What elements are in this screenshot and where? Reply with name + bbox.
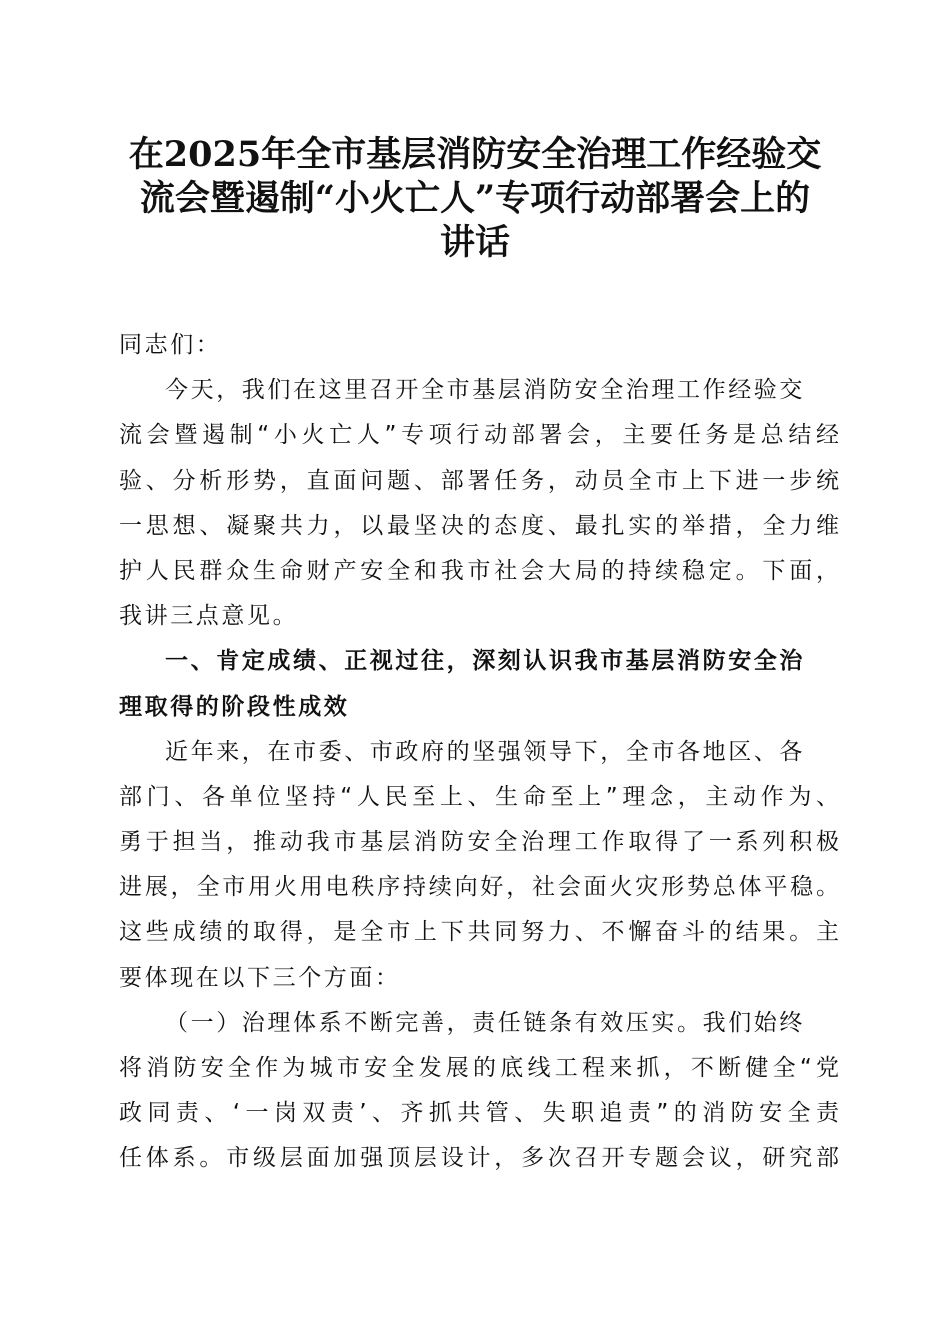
paragraph-subsection-1 (119, 1001, 839, 1182)
paragraph-line: 我讲三点意见。 (119, 603, 299, 630)
heading-line: 一、肯定成绩、正视过往，深刻认识我市基层消防安全治 (165, 648, 805, 675)
heading-line: 理取得的阶段性成效 (119, 693, 350, 720)
title-line: 流会暨遏制“小火亡人”专项行动部署会上的 (139, 178, 811, 219)
paragraph-line: 一思想、凝聚共力，以最坚决的态度、最扎实的举措，全力维 (119, 512, 839, 539)
paragraph-line: 将消防安全作为城市安全发展的底线工程来抓，不断健全“党 (119, 1055, 839, 1081)
paragraph-opening (119, 368, 839, 639)
section-heading-1 (119, 639, 839, 729)
paragraph-line: 任体系。市级层面加强顶层设计，多次召开专题会议，研究部 (119, 1145, 839, 1172)
title-line: 在2025年全市基层消防安全治理工作经验交 (128, 134, 822, 175)
paragraph-line: 要体现在以下三个方面： (119, 964, 401, 991)
paragraph-line: 部门、各单位坚持“人民至上、生命至上”理念，主动作为、 (119, 783, 839, 810)
paragraph-line: 护人民群众生命财产安全和我市社会大局的持续稳定。下面， (119, 557, 839, 584)
title-line: 讲话 (439, 222, 510, 263)
document-title (90, 133, 860, 265)
paragraph-line: 今天，我们在这里召开全市基层消防安全治理工作经验交 (165, 377, 805, 404)
paragraph-line: 政同责、‘一岗双责’、齐抓共管、失职追责”的消防安全责 (119, 1100, 839, 1127)
paragraph-line: 流会暨遏制“小火亡人”专项行动部署会，主要任务是总结经 (119, 422, 839, 449)
paragraph-line: 这些成绩的取得，是全市上下共同努力、不懈奋斗的结果。主 (119, 919, 839, 946)
paragraph-line: 勇于担当，推动我市基层消防安全治理工作取得了一系列积极 (119, 829, 839, 856)
paragraph-line: （一）治理体系不断完善，责任链条有效压实。我们始终 (165, 1009, 805, 1036)
document-body (119, 323, 839, 1182)
paragraph-line: 进展，全市用火用电秩序持续向好，社会面火灾形势总体平稳。 (119, 874, 839, 901)
paragraph-line: 近年来，在市委、市政府的坚强领导下，全市各地区、各 (165, 738, 805, 765)
salutation: 同志们： (119, 332, 222, 358)
paragraph-line: 验、分析形势，直面问题、部署任务，动员全市上下进一步统 (119, 467, 839, 494)
paragraph-achievements (119, 730, 839, 1001)
